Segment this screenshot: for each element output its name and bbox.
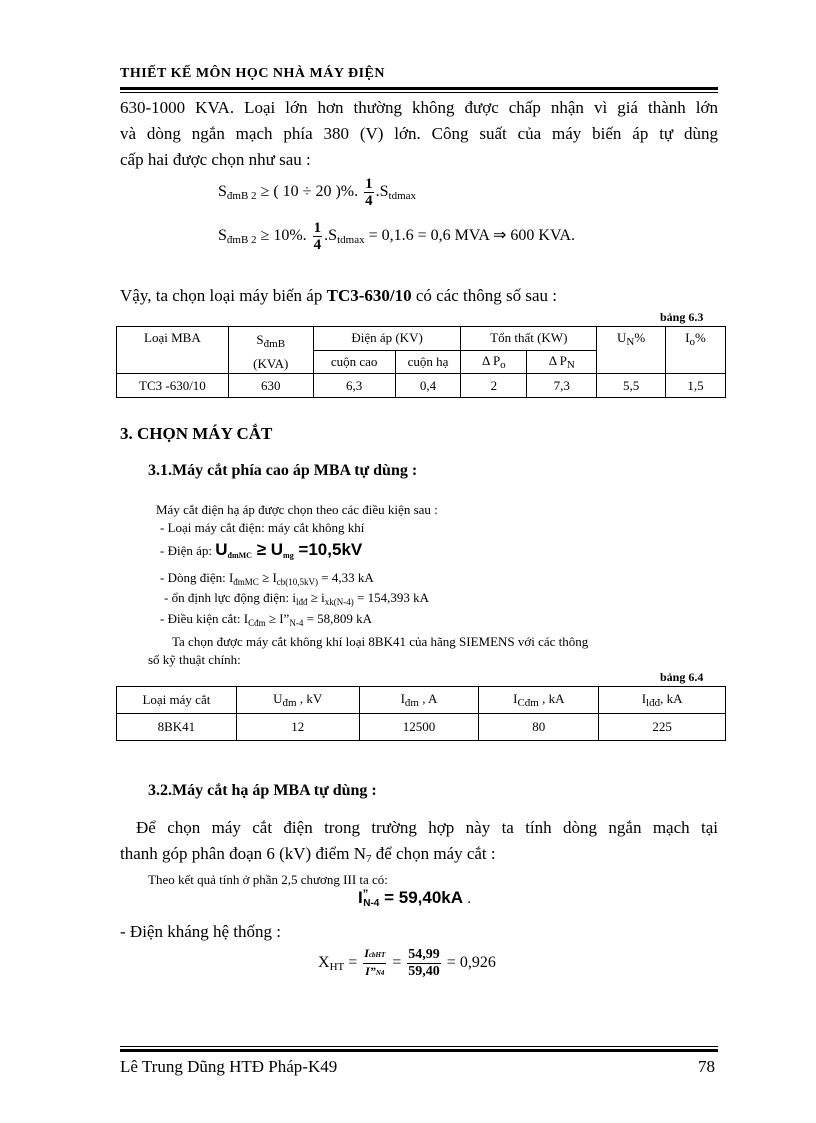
s32-fraction-2	[407, 947, 441, 980]
th-ildd: I	[641, 691, 647, 706]
cell-breaker-type: 8BK41	[117, 714, 237, 741]
s32-f1-den-i: I”	[365, 964, 376, 978]
s31-l3-b-sub: cb(10,5kV)	[276, 577, 319, 587]
s31-l2-mid: ≥ U	[251, 540, 284, 559]
s32-p2-a: thanh góp phân đoạn 6 (kV) điểm N	[120, 844, 366, 863]
th-pn-sub: N	[566, 358, 575, 371]
s31-l4-a: - ổn định lực động điện: i	[164, 590, 296, 605]
page-header-title: THIẾT KẾ MÔN HỌC NHÀ MÁY ĐIỆN	[120, 66, 385, 81]
s32-reactance-formula	[318, 946, 496, 981]
th-i0-pct: %	[695, 330, 706, 345]
transformer-choice	[120, 286, 557, 306]
s31-l4-a-sub: lđđ	[295, 597, 308, 607]
choice-model: TC3-630/10	[326, 286, 412, 305]
s32-fraction-1	[363, 946, 386, 981]
th-i0-sub: o	[689, 336, 696, 348]
th-rated-power	[228, 327, 313, 374]
th-p0-label: Δ P	[482, 352, 501, 368]
th-icdm-unit: , kA	[538, 691, 565, 706]
th-pn	[527, 350, 597, 374]
s32-f1-num-sub: cbHT	[368, 951, 386, 959]
cell-un: 5,5	[597, 374, 666, 398]
cell-ildd: 225	[599, 714, 726, 741]
s32-para-3: Theo kết quả tính ở phần 2,5 chương III ta có:	[148, 872, 388, 887]
formula-2-frac-num: 1	[313, 220, 322, 236]
s31-l5-b: ≥ I”	[265, 611, 290, 626]
s31-l3-a-sub: đmMC	[233, 577, 259, 587]
s32-p2-b: để chọn máy cắt :	[371, 844, 496, 863]
th-p0	[461, 350, 527, 374]
cell-power: 630	[228, 374, 313, 398]
s32-para-2	[120, 844, 496, 865]
th-un-pct: %	[634, 330, 646, 345]
th-p0-sub: o	[500, 358, 506, 371]
formula-1-fraction	[364, 176, 374, 209]
s32-x-eq2: =	[388, 954, 406, 972]
formula-2-result: = 0,1.6 = 0,6 MVA ⇒ 600 KVA.	[364, 227, 576, 245]
th-rated-power-sub: đmB	[263, 338, 286, 350]
th-breaker-type: Loại máy cắt	[117, 687, 237, 714]
s31-l5-c: = 58,809 kA	[303, 611, 373, 626]
formula-2-rhs-sub: tdmax	[337, 234, 365, 247]
th-idm: I	[400, 691, 405, 706]
s32-x-eq: =	[344, 954, 362, 972]
breaker-table	[116, 686, 726, 741]
cell-idm: 12500	[359, 714, 479, 741]
formula-1-rhs: .S	[375, 183, 389, 201]
footer-author: Lê Trung Dũng HTĐ Pháp-K49	[120, 1057, 338, 1076]
th-udm-sub: đm	[282, 697, 297, 709]
s32-f1-den-sub: N4	[375, 969, 385, 977]
formula-1-rel: ≥ ( 10 ÷ 20 )%.	[256, 183, 359, 201]
s32-f-val: = 59,40kA	[379, 888, 464, 907]
th-idm-unit: , A	[418, 691, 438, 706]
s31-l5-a-sub: Cđm	[248, 618, 266, 628]
formula-1-frac-num: 1	[365, 176, 373, 192]
intro-line-2: và dòng ngắn mạch phía 380 (V) lớn. Công suất của máy biến áp tự dùng	[120, 124, 718, 143]
th-losses: Tổn thất (KW)	[461, 327, 597, 351]
th-idm-sub: đm	[404, 697, 419, 709]
s32-x-val: = 0,926	[442, 954, 496, 972]
s31-intro: Máy cắt điện hạ áp được chọn theo các điều kiện sau :	[156, 502, 438, 517]
th-ildd-unit: , kA	[660, 691, 683, 706]
s32-x-lhs: X	[318, 954, 330, 972]
formula-2	[218, 220, 575, 253]
cell-i0: 1,5	[666, 374, 726, 398]
footer-rule-thick	[120, 1049, 718, 1052]
s31-l4-c: = 154,393 kA	[353, 590, 429, 605]
th-pn-label: Δ P	[548, 352, 567, 368]
formula-2-rhs: .S	[324, 227, 338, 245]
choice-suffix: có các thông số sau :	[411, 286, 558, 305]
s31-line-4	[164, 590, 429, 607]
choice-prefix: Vậy, ta chọn loại máy biến áp	[120, 286, 327, 305]
th-rated-power-unit: (KVA)	[253, 356, 289, 371]
s32-f-i: I	[358, 888, 363, 907]
th-rated-voltage	[236, 687, 359, 714]
s32-f1-num	[363, 946, 386, 964]
s31-l3-a: - Dòng điện: I	[160, 570, 234, 585]
th-udm: U	[273, 691, 283, 706]
s31-l4-b-sub: xk(N-4)	[324, 597, 354, 607]
s31-l2-u2-sub: mg	[283, 551, 294, 560]
cell-high: 6,3	[313, 374, 395, 398]
formula-2-frac-den: 4	[313, 237, 322, 253]
section-3-title: 3. CHỌN MÁY CẮT	[120, 424, 273, 443]
th-i0: I	[685, 330, 690, 345]
s31-l2-u1: U	[215, 540, 228, 559]
s32-para-4: - Điện kháng hệ thống :	[120, 922, 281, 941]
cell-type: TC3 -630/10	[117, 374, 229, 398]
s32-current-formula	[358, 888, 471, 909]
s32-f1-num-i: I	[364, 946, 369, 960]
th-rated-power-s: S	[256, 332, 264, 347]
th-transformer-type: Loại MBA	[117, 327, 229, 374]
section-3-1-title: 3.1.Máy cắt phía cao áp MBA tự dùng :	[148, 462, 418, 479]
s31-l2-u1-sub: đmMC	[227, 551, 252, 560]
s31-l2-val: =10,5kV	[293, 540, 363, 559]
s31-l3-b: ≥ I	[258, 570, 277, 585]
formula-1	[218, 176, 416, 209]
s31-l4-b: ≥ i	[307, 590, 325, 605]
th-high-winding: cuộn cao	[313, 350, 395, 374]
th-un-percent	[597, 327, 666, 374]
s31-l5-b-sub: N-4	[289, 618, 304, 628]
cell-p0: 2	[461, 374, 527, 398]
s32-f2-den: 59,40	[408, 964, 440, 979]
th-breaking-current	[479, 687, 599, 714]
s32-f-dot: .	[463, 890, 472, 907]
table-row	[117, 714, 726, 741]
transformer-table	[116, 326, 726, 398]
s31-line-1: - Loại máy cắt điện: máy cắt không khí	[160, 520, 365, 535]
cell-udm: 12	[236, 714, 359, 741]
formula-2-rel: ≥ 10%.	[256, 227, 307, 245]
formula-1-frac-den: 4	[365, 193, 373, 209]
th-udm-unit: , kV	[296, 691, 323, 706]
th-icdm: I	[513, 691, 518, 706]
s31-line-5	[160, 611, 372, 628]
th-ildd-sub: lđđ	[646, 697, 661, 709]
s32-f-i-sub: N-4	[363, 898, 380, 909]
s31-para-1: Ta chọn được máy cắt không khí loại 8BK41 của hãng SIEMENS với các thông	[172, 634, 589, 649]
s31-line-3	[160, 570, 374, 587]
cell-icdm: 80	[479, 714, 599, 741]
page-number: 78	[698, 1057, 715, 1076]
formula-1-rhs-sub: tdmax	[388, 190, 417, 203]
s32-para-1: Để chọn máy cắt điện trong trường hợp này ta tính dòng ngắn mạch tại	[136, 818, 718, 837]
formula-2-lhs: S	[218, 227, 227, 245]
s31-l3-c: = 4,33 kA	[318, 570, 374, 585]
s32-f2-num: 54,99	[408, 947, 440, 962]
s32-f-i-sup: ”	[362, 888, 369, 900]
header-rule-thin	[120, 92, 718, 93]
s32-p2-sub: 7	[365, 853, 372, 865]
th-voltage: Điện áp (KV)	[313, 327, 461, 351]
intro-line-3: cấp hai được chọn như sau :	[120, 150, 311, 169]
th-i0-percent	[666, 327, 726, 374]
table-row	[117, 374, 726, 398]
footer-rule-thin	[120, 1046, 718, 1047]
cell-pn: 7,3	[527, 374, 597, 398]
table-2-caption: bảng 6.4	[660, 670, 704, 684]
s32-f1-den	[363, 964, 386, 981]
th-un: U	[617, 330, 627, 345]
formula-2-lhs-sub: đmB 2	[226, 234, 257, 247]
th-un-sub: N	[626, 336, 635, 348]
header-rule-thick	[120, 87, 718, 90]
th-icdm-sub: Cđm	[517, 697, 539, 709]
s31-l2-label: - Điện áp:	[160, 543, 216, 558]
th-rated-current	[359, 687, 479, 714]
s31-para-2: số kỹ thuật chính:	[148, 652, 241, 667]
cell-low: 0,4	[395, 374, 461, 398]
intro-line-1: 630-1000 KVA. Loại lớn hơn thường không được chấp nhận vì giá thành lớn	[120, 98, 718, 117]
s31-l5-a: - Điều kiện cắt: I	[160, 611, 249, 626]
formula-1-lhs: S	[218, 183, 227, 201]
s32-x-sub: HT	[329, 961, 345, 974]
table-1-caption: bảng 6.3	[660, 310, 704, 324]
th-dynamic-current	[599, 687, 726, 714]
section-3-2-title: 3.2.Máy cắt hạ áp MBA tự dùng :	[148, 782, 377, 799]
formula-1-lhs-sub: đmB 2	[226, 190, 257, 203]
s31-line-2	[160, 540, 362, 560]
formula-2-fraction	[313, 220, 323, 253]
th-low-winding: cuộn hạ	[395, 350, 461, 374]
